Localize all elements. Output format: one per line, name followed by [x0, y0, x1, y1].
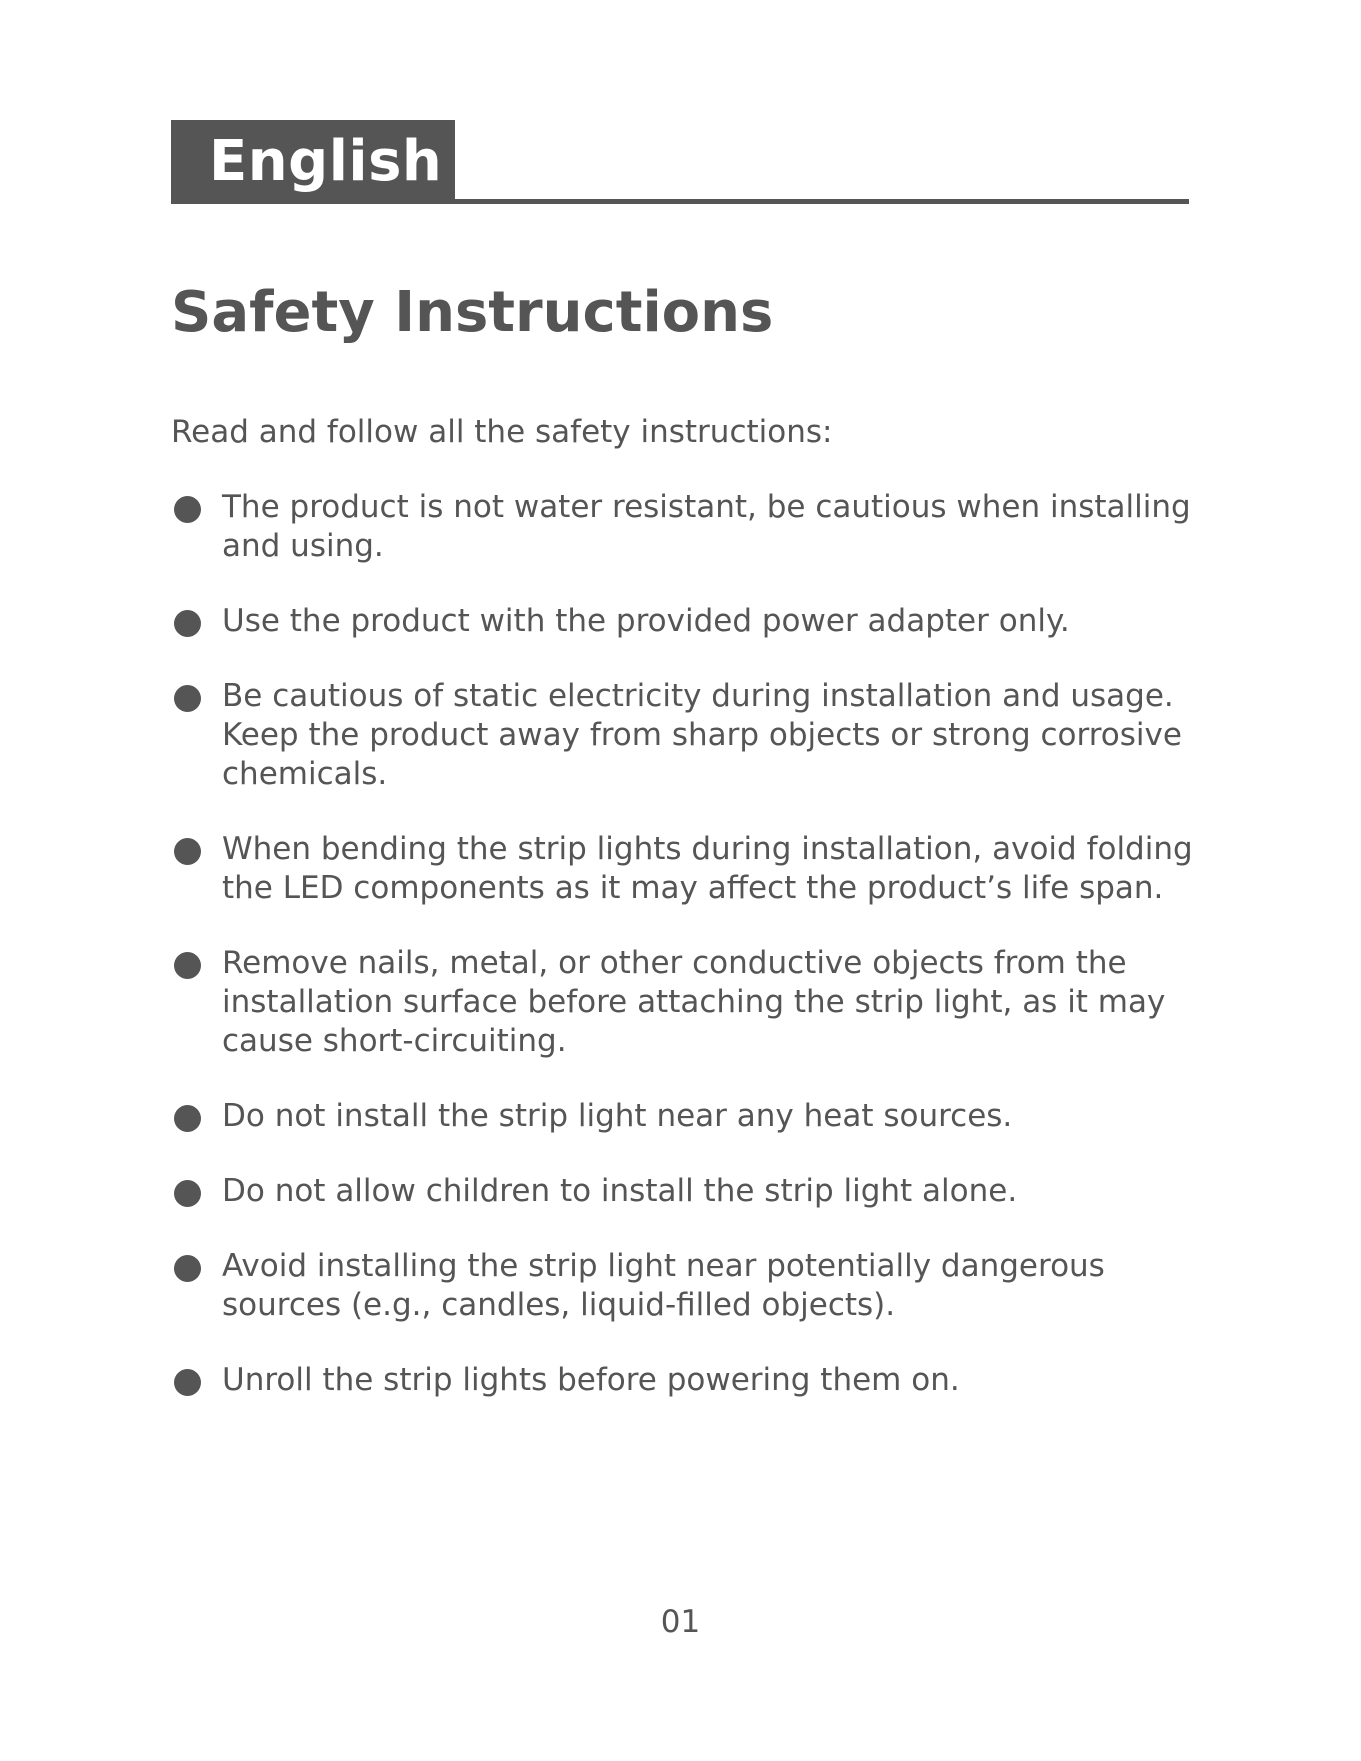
list-item: [171, 488, 1201, 566]
list-item-text: When bending the strip lights during installation, avoid folding the LED components as it may affect the product’s life span.: [222, 831, 1193, 906]
list-item: [171, 602, 1201, 641]
list-item: [171, 1172, 1201, 1211]
list-item-text: Avoid installing the strip light near potentially dangerous sources (e.g., candles, liquid-filled objects).: [222, 1248, 1105, 1323]
list-item-text: Do not install the strip light near any heat sources.: [222, 1098, 1013, 1134]
list-item: [171, 677, 1201, 794]
intro-text: Read and follow all the safety instructions:: [171, 414, 833, 450]
bullet-icon: [174, 685, 201, 712]
bullet-icon: [174, 1369, 201, 1396]
page-title: Safety Instructions: [171, 280, 774, 345]
list-item: [171, 1097, 1201, 1136]
list-item-text: Use the product with the provided power adapter only.: [222, 603, 1070, 639]
header-rule: [171, 199, 1189, 204]
list-item: [171, 944, 1201, 1061]
bullet-icon: [174, 1255, 201, 1282]
language-tab: English: [171, 120, 455, 204]
list-item-text: Remove nails, metal, or other conductive objects from the installation surface before attaching the strip light, as it may cause short-circuiting.: [222, 945, 1166, 1059]
bullet-icon: [174, 1180, 201, 1207]
list-item-text: Be cautious of static electricity during installation and usage. Keep the product away from sharp objects or strong corrosive chemicals.: [222, 678, 1182, 792]
safety-list: [171, 488, 1201, 1436]
list-item: [171, 1247, 1201, 1325]
bullet-icon: [174, 952, 201, 979]
list-item-text: Unroll the strip lights before powering them on.: [222, 1362, 960, 1398]
list-item: [171, 830, 1201, 908]
list-item-text: The product is not water resistant, be cautious when installing and using.: [222, 489, 1191, 564]
language-header: [171, 120, 1189, 204]
page-number: 01: [660, 1604, 701, 1640]
list-item: [171, 1361, 1201, 1400]
bullet-icon: [174, 610, 201, 637]
list-item-text: Do not allow children to install the strip light alone.: [222, 1173, 1018, 1209]
bullet-icon: [174, 1105, 201, 1132]
bullet-icon: [174, 496, 201, 523]
bullet-icon: [174, 838, 201, 865]
